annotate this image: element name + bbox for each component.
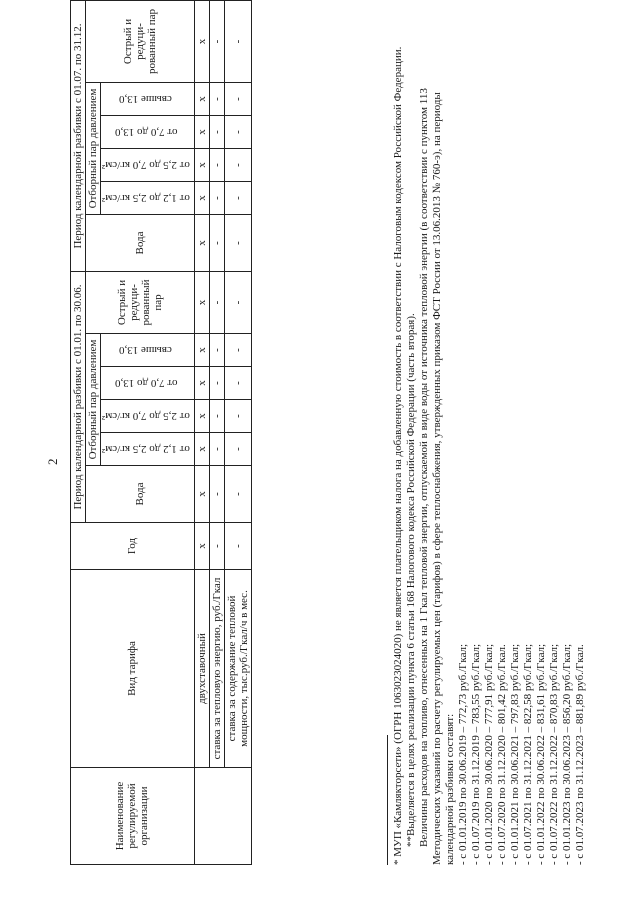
period-item: - с 01.01.2021 по 30.06.2021 – 797,83 руб./Гкал; — [509, 643, 521, 865]
value-cell: x — [194, 433, 209, 466]
value-cell: - — [224, 334, 251, 367]
header-period-2: Период календарной разбивки с 01.07. по 31.12. — [71, 1, 86, 272]
tariff-kind-cell: ставка за тепловую энергию, руб./Гкал — [209, 570, 224, 768]
period-item: - с 01.07.2022 по 31.12.2022 – 870,83 руб./Гкал; — [548, 643, 560, 865]
value-cell: - — [224, 1, 251, 83]
footnote-1: * МУП «Камлякторсети» (ОГРН 1063023024020) не является плательщиком налога на добавленную стоимость в соответствии с Налоговым кодексом Российской Федерации. — [392, 46, 404, 865]
header-p4-1: свыше 13,0 — [101, 334, 195, 367]
period-item: - с 01.01.2022 по 30.06.2022 – 831,61 руб./Гкал; — [535, 643, 547, 865]
value-cell: - — [209, 400, 224, 433]
value-cell: - — [209, 367, 224, 400]
header-p1-2: от 1,2 до 2,5 кг/см² — [101, 182, 195, 215]
footnote-rule — [387, 735, 388, 865]
value-cell: - — [209, 215, 224, 272]
year-cell: - — [224, 523, 251, 570]
value-cell: - — [209, 466, 224, 523]
value-cell: - — [209, 116, 224, 149]
table-row — [224, 1, 251, 865]
header-sharp-2: Острый и редуци-рованный пар — [86, 1, 195, 83]
value-cell: - — [209, 433, 224, 466]
header-p3-2: от 7,0 до 13,0 — [101, 116, 195, 149]
header-p4-2: свыше 13,0 — [101, 83, 195, 116]
value-cell: - — [209, 182, 224, 215]
value-cell: - — [224, 400, 251, 433]
table-body — [194, 1, 251, 865]
value-cell: - — [224, 466, 251, 523]
period-item: - с 01.07.2021 по 31.12.2021 – 822,58 руб./Гкал; — [522, 643, 534, 865]
value-cell: - — [209, 334, 224, 367]
period-list — [457, 35, 587, 865]
header-p2-2: от 2,5 до 7,0 кг/см² — [101, 149, 195, 182]
period-item: - с 01.01.2019 по 30.06.2019 – 772,73 руб./Гкал; — [457, 643, 469, 865]
value-cell: x — [194, 83, 209, 116]
value-cell: - — [224, 272, 251, 334]
period-item: - с 01.07.2020 по 31.12.2020 – 801,42 руб./Гкал. — [496, 644, 508, 865]
value-cell: x — [194, 272, 209, 334]
value-cell: x — [194, 367, 209, 400]
value-cell: - — [224, 367, 251, 400]
header-water-2: Вода — [86, 215, 195, 272]
header-steam-1: Отборный пар давлением — [86, 334, 101, 466]
value-cell: - — [224, 116, 251, 149]
page-number: 2 — [45, 458, 60, 465]
header-p3-1: от 7,0 до 13,0 — [101, 367, 195, 400]
tariff-kind-cell: ставка за содержание тепловой мощности, тыс.руб./Гкал/ч в мес. — [224, 570, 251, 768]
header-p1-1: от 1,2 до 2,5 кг/см² — [101, 433, 195, 466]
value-cell: - — [224, 433, 251, 466]
header-tariff-kind: Вид тарифа — [71, 570, 195, 768]
tariff-kind-cell: двухставочный — [194, 570, 209, 768]
value-cell: - — [224, 182, 251, 215]
period-item: - с 01.01.2020 по 30.06.2020 – 777,91 руб./Гкал; — [483, 643, 495, 865]
value-cell: x — [194, 116, 209, 149]
header-org: Наименование регулируемой организации — [71, 768, 195, 865]
org-cell — [194, 768, 251, 865]
value-cell: x — [194, 466, 209, 523]
year-cell: x — [194, 523, 209, 570]
value-cell: - — [224, 215, 251, 272]
value-cell: - — [209, 1, 224, 83]
header-steam-2: Отборный пар давлением — [86, 83, 101, 215]
period-item: - с 01.07.2023 по 31.12.2023 – 881,89 руб./Гкал. — [574, 644, 586, 865]
fuel-cost-intro: Величины расходов на топливо, отнесенных на 1 Гкал тепловой энергии, отпускаемой в виде воды от источника тепловой энергии (в соответствии с пунктом 113 Методических указаний по расчету регулируемых цен (тарифов) в сфере теплоснабжения, утвержденных приказом ФСТ России от 13.06.2013 № 760-э), на периоды календарной разбивки составят: — [418, 88, 456, 865]
value-cell: x — [194, 182, 209, 215]
year-cell: - — [209, 523, 224, 570]
tariff-table — [70, 0, 252, 865]
period-item: - с 01.01.2023 по 30.06.2023 – 856,20 руб./Гкал; — [561, 643, 573, 865]
table-row — [194, 1, 209, 865]
value-cell: - — [209, 83, 224, 116]
notes — [385, 35, 587, 865]
value-cell: x — [194, 1, 209, 83]
table-row — [209, 1, 224, 865]
value-cell: - — [209, 149, 224, 182]
header-sharp-1: Острый и редуци-рованный пар — [86, 272, 195, 334]
header-water-1: Вода — [86, 466, 195, 523]
value-cell: - — [224, 83, 251, 116]
value-cell: x — [194, 334, 209, 367]
header-p2-1: от 2,5 до 7,0 кг/см² — [101, 400, 195, 433]
value-cell: x — [194, 400, 209, 433]
footnote-2: **Выделяется в целях реализации пункта 6 статьи 168 Налогового кодекса Российской Федерации (часть вторая). — [405, 313, 417, 847]
value-cell: x — [194, 149, 209, 182]
value-cell: - — [209, 272, 224, 334]
value-cell: - — [224, 149, 251, 182]
header-period-1: Период календарной разбивки с 01.01. по 30.06. — [71, 272, 86, 523]
period-item: - с 01.07.2019 по 31.12.2019 – 783,55 руб./Гкал; — [470, 643, 482, 865]
header-year: Год — [71, 523, 195, 570]
value-cell: x — [194, 215, 209, 272]
